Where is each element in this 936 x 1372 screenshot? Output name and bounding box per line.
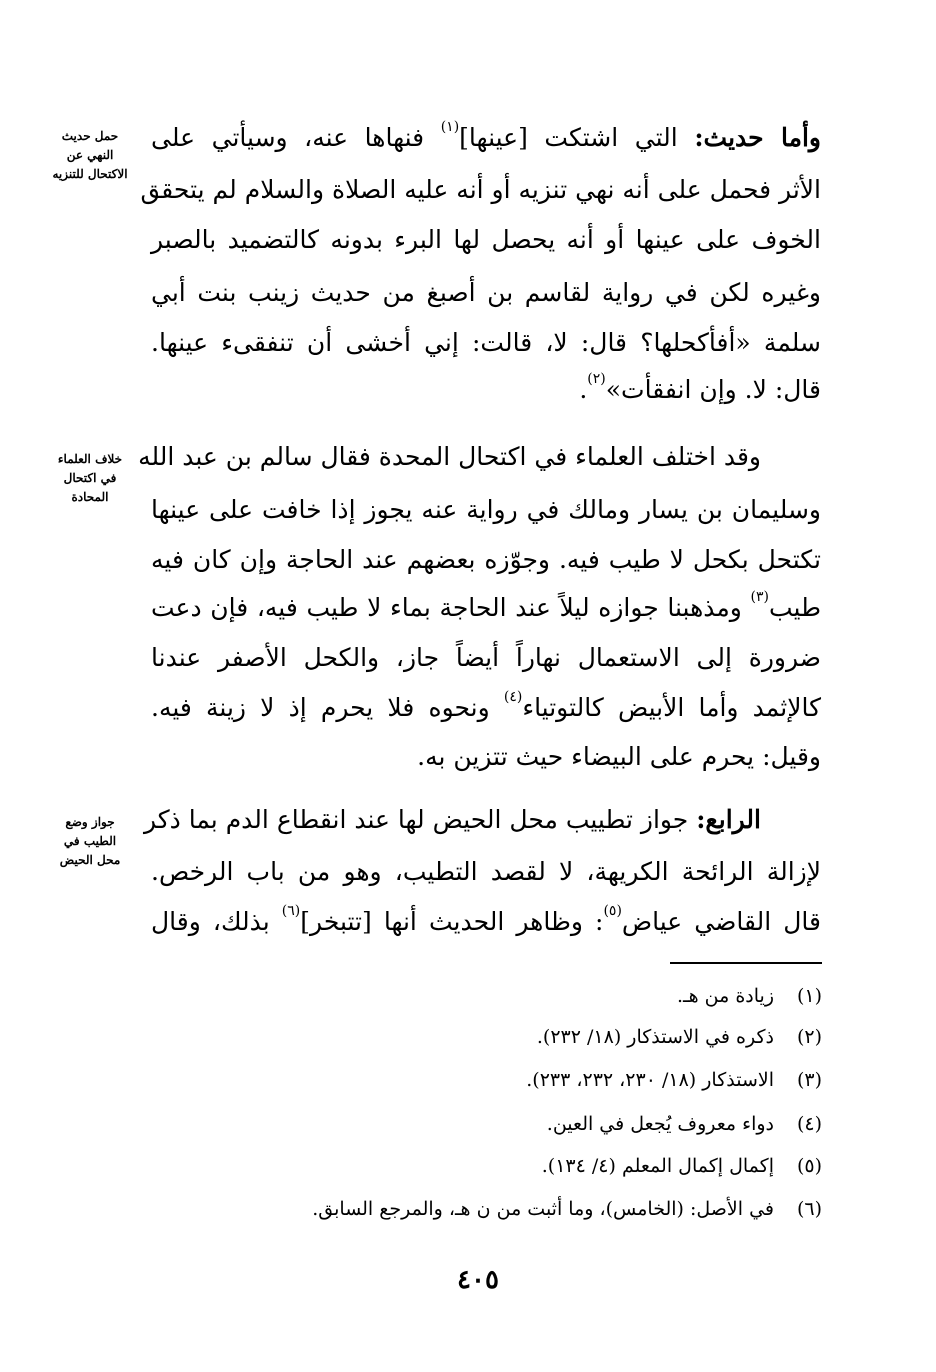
footnote-2: [537, 1023, 822, 1051]
margin-note-3: [40, 813, 140, 870]
p2-line-4: [151, 588, 821, 628]
margin-note-2-line-2: في اكتحال: [63, 471, 117, 485]
p3-l3-a: قال القاضي عياض: [621, 907, 821, 936]
p3-line-3: [151, 902, 821, 942]
p2-l6-b: ونحوه فلا يحرم إذ لا زينة فيه.: [151, 693, 504, 722]
margin-note-1-line-2: النهي عن: [66, 148, 114, 162]
footnote-6-text: في الأصل: (الخامس)، وما أثبت من ن هـ، والمرجع السابق.: [312, 1198, 774, 1220]
margin-note-2: [40, 450, 140, 507]
p2-l6-a: كالإثمد وأما الأبيض كالتوتياء: [522, 693, 821, 722]
footnote-2-text: ذكره في الاستذكار (١٨/ ٢٣٢).: [536, 1026, 774, 1048]
footnote-ref-4[interactable]: (٤): [503, 689, 523, 705]
p1-l1-b: فنهاها عنه، وسيأتي على: [151, 123, 441, 152]
footnote-4-text: دواء معروف يُجعل في العين.: [546, 1113, 774, 1135]
footnote-4: [547, 1110, 822, 1138]
footnote-3: [526, 1066, 822, 1094]
p3-line-1: [143, 800, 761, 840]
footnote-separator: [670, 962, 822, 964]
p1-line-5: سلمة «أفأكحلها؟ قال: لا، قالت: إني أخشى أن تنفقىء عينها.: [151, 328, 821, 357]
margin-note-3-line-2: الطيب في: [63, 834, 117, 848]
footnote-1-text: زيادة من هـ.: [676, 985, 774, 1007]
footnote-ref-3[interactable]: (٣): [750, 589, 769, 605]
margin-note-1-line-1: حمل حديث: [61, 129, 119, 143]
margin-note-3-line-1: جواز وضع: [65, 815, 115, 829]
margin-note-2-line-3: المحادة: [71, 490, 109, 504]
p1-line-6: [151, 370, 821, 410]
p1-l1-a: التي اشتكت [عينها]: [459, 123, 695, 152]
footnote-6-number: (٦): [796, 1198, 822, 1220]
p1-line-4: وغيره لكن في رواية لقاسم بن أصبغ من حديث زينب بنت أبي: [151, 278, 821, 307]
margin-note-2-line-1: خلاف العلماء: [57, 452, 123, 466]
margin-note-1-line-3: الاكتحال للتنزيه: [52, 167, 128, 181]
footnote-3-text: الاستذكار (١٨/ ٢٣٠، ٢٣٢، ٢٣٣).: [526, 1069, 774, 1091]
p3-l3-c: بذلك، وقال: [151, 907, 282, 936]
p1-line-3: الخوف على عينها أو أنه يحصل لها البرء بدونه كالتضميد بالصبر: [151, 225, 821, 254]
footnote-5-number: (٥): [796, 1155, 822, 1177]
footnote-6: [312, 1195, 822, 1223]
p2-l4-b: ومذهبنا جوازه ليلاً عند الحاجة بماء لا طيب فيه، فإن دعت: [151, 593, 751, 622]
footnote-1: [677, 982, 822, 1010]
p2-line-1: وقد اختلف العلماء في اكتحال المحدة فقال سالم بن عبد الله: [138, 442, 761, 471]
p3-l3-b: : وظاهر الحديث أنها [تتبخر]: [300, 907, 604, 936]
footnote-2-number: (٢): [796, 1026, 822, 1048]
p2-line-7: وقيل: يحرم على البيضاء حيث تتزين به.: [417, 742, 821, 771]
footnote-5-text: إكمال إكمال المعلم (٤/ ١٣٤).: [541, 1155, 774, 1177]
p3-line-2: لإزالة الرائحة الكريهة، لا لقصد التطيب، وهو من باب الرخص.: [151, 857, 821, 886]
footnote-ref-2[interactable]: (٢): [587, 371, 606, 387]
p2-line-3: تكتحل بكحل لا طيب فيه. وجوّزه بعضهم عند الحاجة وإن كان فيه: [151, 545, 821, 574]
p1-line-2: الأثر فحمل على أنه نهي تنزيه أو أنه عليه الصلاة والسلام لم يتحقق: [140, 175, 821, 204]
margin-note-3-line-3: محل الحيض: [59, 853, 121, 867]
p3-lead: الرابع:: [696, 805, 761, 834]
footnote-3-number: (٣): [796, 1069, 822, 1091]
p1-lead: وأما حديث:: [694, 123, 821, 152]
p1-l6-a: قال: لا. وإن انفقأت»: [605, 375, 821, 404]
p1-line-1: [151, 118, 821, 158]
p2-l4-a: طيب: [769, 593, 821, 622]
footnote-4-number: (٤): [796, 1113, 822, 1135]
margin-note-1: [40, 127, 140, 184]
p1-l6-b: .: [579, 375, 588, 404]
footnote-ref-5[interactable]: (٥): [603, 903, 622, 919]
footnote-5: [542, 1152, 822, 1180]
p2-line-6: [151, 688, 821, 728]
footnote-ref-1[interactable]: (١): [440, 119, 460, 135]
footnote-ref-6[interactable]: (٦): [281, 903, 301, 919]
page-number: ٤٠٥: [457, 1265, 499, 1295]
p3-l1-a: جواز تطييب محل الحيض لها عند انقطاع الدم بما ذكر: [143, 805, 697, 834]
p2-line-5: ضرورة إلى الاستعمال نهاراً أيضاً جاز، والكحل الأصفر عندنا: [151, 643, 821, 672]
p2-line-2: وسليمان بن يسار ومالك في رواية عنه يجوز إذا خافت على عينها: [151, 495, 821, 524]
footnote-1-number: (١): [796, 985, 822, 1007]
